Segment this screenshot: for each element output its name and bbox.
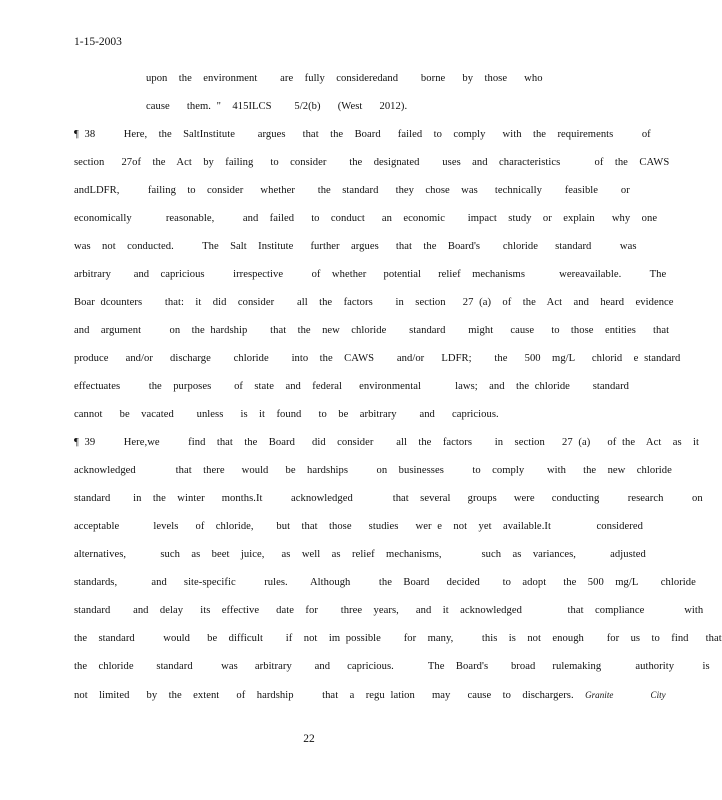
- paragraph-38-line: economically reasonable, and failed to conduct an economic impact study or explain why one: [74, 213, 658, 224]
- paragraph-39-line: alternatives, such as beet juice, as well as relief mechanisms, such as variances, adjusted: [74, 549, 646, 560]
- paragraph-38-line: section 27of the Act by failing to consider the designated uses and characteristics of the CAWS: [74, 157, 670, 168]
- document-date: 1-15-2003: [74, 36, 122, 48]
- paragraph-38-line: produce and/or discharge chloride into the CAWS and/or LDFR; the 500 mg/L chlorid e standard: [74, 353, 681, 364]
- paragraph-39-last-line: [74, 688, 666, 703]
- paragraph-39-line: acceptable levels of chloride, but that those studies wer e not yet available.It considered: [74, 521, 643, 532]
- paragraph-38-line: effectuates the purposes of state and federal environmental laws; and the chloride standard: [74, 381, 629, 392]
- paragraph-38-line: arbitrary and capricious irrespective of whether potential relief mechanisms wereavailable. The: [74, 269, 667, 280]
- paragraph-39-line-text: not limited by the extent of hardship that a regu lation may cause to dischargers.: [74, 690, 574, 701]
- paragraph-38-line: ¶ 38 Here, the SaltInstitute argues that the Board failed to comply with the requirements of: [74, 129, 651, 140]
- paragraph-38-line: and argument on the hardship that the new chloride standard might cause to those entities that: [74, 325, 670, 336]
- paragraph-38-line: andLDFR, failing to consider whether the standard they chose was technically feasible or: [74, 185, 630, 196]
- paragraph-39-line: acknowledged that there would be hardships on businesses to comply with the new chloride: [74, 465, 672, 476]
- citation-case-name: Granite City: [585, 690, 666, 700]
- page-number: 22: [303, 733, 315, 745]
- paragraph-39-line: standard in the winter months.It acknowledged that several groups were conducting research on: [74, 493, 703, 504]
- paragraph-39-line: the standard would be difficult if not im possible for many, this is not enough for us to find that: [74, 633, 722, 644]
- paragraph-38-line: Boar dcounters that: it did consider all the factors in section 27 (a) of the Act and heard evidence: [74, 297, 674, 308]
- quote-line: upon the environment are fully consideredand borne by those who: [146, 73, 543, 84]
- quote-line: cause them. " 415ILCS 5/2(b) (West 2012).: [146, 101, 408, 112]
- paragraph-39-line: standards, and site-specific rules. Although the Board decided to adopt the 500 mg/L chloride: [74, 577, 696, 588]
- paragraph-39-line: standard and delay its effective date for three years, and it acknowledged that compliance with: [74, 605, 704, 616]
- paragraph-38-line: cannot be vacated unless is it found to be arbitrary and capricious.: [74, 409, 499, 420]
- paragraph-38-line: was not conducted. The Salt Institute further argues that the Board's chloride standard was: [74, 241, 637, 252]
- paragraph-39-line: the chloride standard was arbitrary and capricious. The Board's broad rulemaking authority is: [74, 661, 710, 672]
- paragraph-39-line: ¶ 39 Here,we find that the Board did consider all the factors in section 27 (a) of the Act as it: [74, 437, 700, 448]
